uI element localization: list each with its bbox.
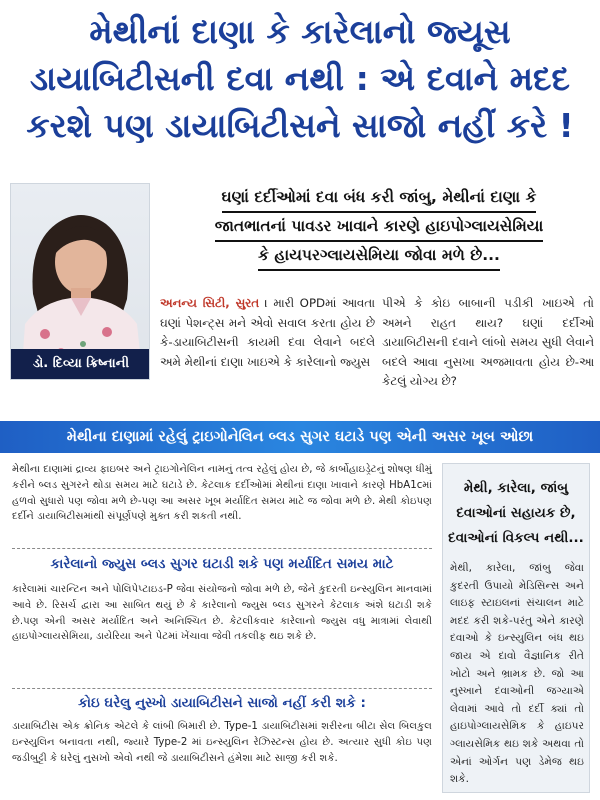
sidebar-body: મેથી, કારેલા, જાંબુ જેવા કુદરતી ઉપાયો મેડિસિન્સ અને લાઇફ સ્ટાઇલનાં સંચાલન માટે મદદ કરી શકે-પરંતુ એને કારણે દવાઓ કે ઇન્સ્યુલિન બંધ થઇ જાય એ દાવો વૈજ્ઞાનિક રીતે ખોટો અને ભ્રામક છે. જો આ નુસ્ખાને દવાઓની જગ્યાએ લેવામાં આવે તો દર્દી ક્યાં તો હાઇપોગ્લાયસેમિક કે હાઇપર ગ્લાયસેમિક થઇ શકે અથવા તો એનાં ઓર્ગન પણ ડેમેજ થઇ શકે. [450, 562, 584, 786]
headline-line-2: ડાયાબિટીસની દવા નથી : એ દવાને મદદ [30, 59, 570, 98]
headline [0, 8, 600, 149]
paragraph-methi: મેથીના દાણામાં દ્રાવ્ય ફાઇબર અને ટ્રાઇગોનેલિન નામનું તત્વ રહેલું હોય છે, જે કાર્બોહાઇડ્રેટનું શોષણ ધીમું કરીને બ્લડ સુગરને થોડા સમય માટે ઘટાડે છે. કેટલાક દર્દીઓમાં મેથીનાં દાણા ખાવાને કારણે HbA1cમાં હળવો સુધારો પણ જોવા મળે છે-પણ આ અસર ખૂબ મર્યાદિત સમય માટે જ જોવા મળે છે. મેથી કોઇપણ દર્દીને ડાયાબિટીસમાંથી સંપૂર્ણપણે મુક્ત કરી શકતી નથી. [12, 464, 432, 523]
sidebar-title-line-1: મેથી, કારેલા, જાંબુ [463, 480, 569, 496]
doctor-photo [10, 183, 150, 380]
sidebar-title [442, 476, 590, 551]
intro-column-2: પીએ કે કોઇ બાબાની પડીકી ખાઇએ તો અમને રાહત થાય? ઘણાં દર્દીઓ ડાયાબિટીસની દવાને લાંબો સમય સુધી લેવાને બદલે આવા નુસખા અજમાવતા હોય છે-આ કેટલું યોગ્ય છે? [382, 296, 594, 388]
subhead-line-3: કે હાયપરગ્લાયસેમિયા જોવા મળે છે... [258, 242, 500, 271]
subhead [165, 184, 593, 271]
dateline: અનન્ય સિટી, સુરત [160, 296, 260, 310]
subhead-line-2: જાતભાતનાં પાવડર ખાવાને કારણે હાઇપોગ્લાયસેમિયા [215, 213, 544, 242]
sidebar-title-line-2: દવાઓનાં સહાયક છે, [456, 505, 576, 521]
headline-line-3: કરશે પણ ડાયાબિટીસને સાજો નહીં કરે ! [26, 106, 574, 145]
divider [12, 548, 432, 549]
heading-karela: કારેલાનો જ્યુસ બ્લડ સુગર ઘટાડી શકે પણ મર્યાદિત સમય માટે [50, 556, 394, 572]
paragraph-karela: કારેલામાં ચારન્ટિન અને પોલિપેપ્ટાઇડ-P જેવા સંયોજનો જોવા મળે છે, જેને કુદરતી ઇન્સ્યુલિન માનવામાં આવે છે. રિસર્ચ દ્વારા આ સાબિત થયું છે કે કારેલાનો જ્યુસ બ્લડ સુગરને કેટલાક અંશે ઘટાડી શકે છે.પણ એની અસર મર્યાદિત અને અનિશ્ચિત છે. કેટલીકવાર કારેલાનો જ્યુસ વધુ માત્રામાં લેવાથી હાઇપોગ્લાયસેમિયા, ડાયેરિયા અને પેટમાં ખેંચાવા જેવી તકલીફ થઇ શકે છે. [12, 584, 432, 643]
heading-home-remedy: કોઇ ઘરેલુ નુસ્ખો ડાયાબિટીસને સાજો નહીં કરી શકે : [78, 695, 366, 711]
sidebar-title-line-3: દવાઓનાં વિકલ્પ નથી... [448, 530, 584, 546]
intro-column-1 [160, 294, 375, 372]
intro-text-1: । મારી OPDમાં આવતા ઘણાં પેશન્ટ્સ મને એવો સવાલ કરતા હોય છે કે-ડાયાબિટીસની કાયમી દવા લેવાને બદલે અમે મેથીનાં દાણા ખાઇએ કે કારેલાનો જ્યુસ [160, 296, 375, 369]
photo-caption: ડો. દિવ્યા ક્રિષ્નાની [11, 349, 150, 379]
paragraph-home-remedy: ડાયાબિટીસ એક ક્રોનિક એટલે કે લાંબી બિમારી છે. Type-1 ડાયાબિટીસમાં શરીરના બીટા સેલ બિલકુલ ઇન્સ્યુલિન બનાવતા નથી, જ્યારે Type-2 માં ઇન્સ્યુલિન રેઝિસ્ટન્સ હોય છે. અત્યાર સુધી કોઇ પણ જડીબુટ્ટી કે ઘરેલું નુસખો એવો નથી જે ડાયાબિટીસને હંમેશા માટે સાજી કરી શકે. [12, 721, 432, 764]
section-banner: મેથીના દાણામાં રહેલું ટ્રાઇગોનેલિન બ્લડ સુગર ઘટાડે પણ એની અસર ખૂબ ઓછા [0, 421, 600, 453]
subhead-line-1: ઘણાં દર્દીઓમાં દવા બંધ કરી જાંબુ, મેથીનાં દાણા કે [222, 184, 537, 213]
headline-line-1: મેથીનાં દાણા કે કારેલાનો જ્યૂસ [89, 12, 511, 51]
divider [12, 688, 432, 689]
